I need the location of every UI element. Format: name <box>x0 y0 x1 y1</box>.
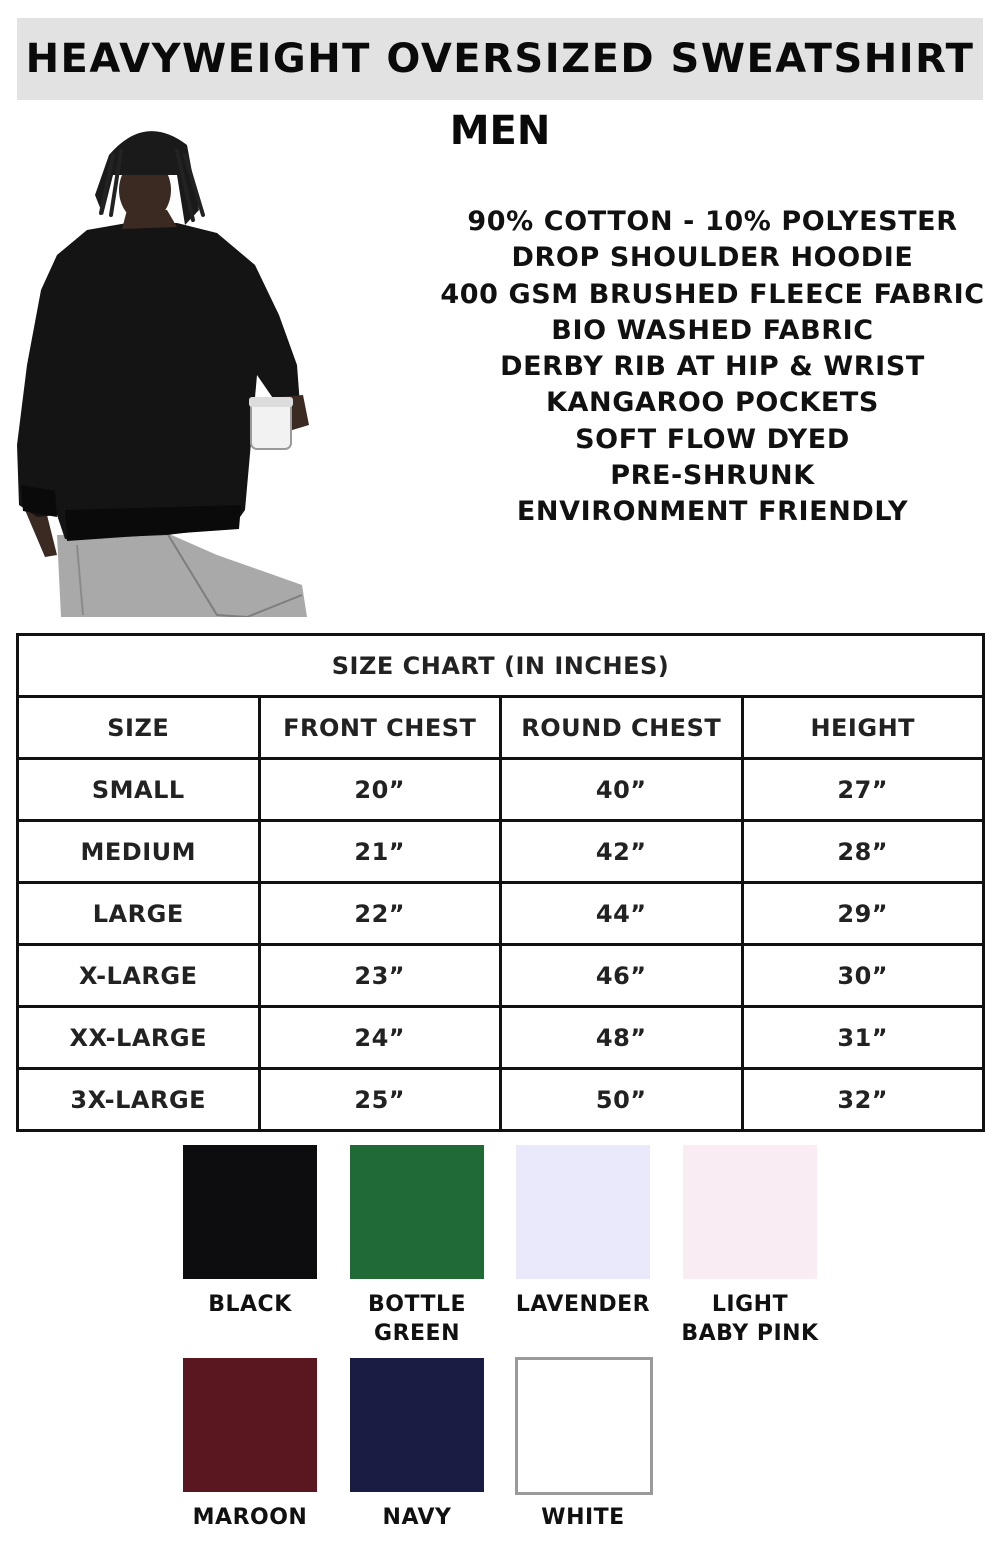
feature-item: DERBY RIB AT HIP & WRIST <box>500 351 925 383</box>
height-cell: 31” <box>742 1007 984 1069</box>
column-header: SIZE <box>18 697 260 759</box>
color-label-light-baby-pink: LIGHT BABY PINK <box>681 1292 819 1346</box>
round-chest-cell: 48” <box>501 1007 743 1069</box>
size-chart-table <box>16 633 985 1132</box>
gender-subtitle: MEN <box>449 108 551 154</box>
feature-item: ENVIRONMENT FRIENDLY <box>516 496 909 528</box>
table-row <box>18 883 984 945</box>
size-chart-caption: SIZE CHART (IN INCHES) <box>18 635 984 697</box>
height-cell: 28” <box>742 821 984 883</box>
height-cell: 30” <box>742 945 984 1007</box>
round-chest-cell: 44” <box>501 883 743 945</box>
size-cell: XX-LARGE <box>18 1007 260 1069</box>
table-row <box>18 945 984 1007</box>
color-swatch-black[interactable] <box>183 1145 317 1279</box>
table-row <box>18 1007 984 1069</box>
round-chest-cell: 46” <box>501 945 743 1007</box>
table-header-row <box>18 697 984 759</box>
size-cell: SMALL <box>18 759 260 821</box>
column-header: ROUND CHEST <box>501 697 743 759</box>
color-label-lavender: LAVENDER <box>515 1292 651 1317</box>
color-label-black: BLACK <box>208 1292 292 1317</box>
height-cell: 32” <box>742 1069 984 1131</box>
color-label-bottle-green: BOTTLE GREEN <box>367 1292 467 1346</box>
height-cell: 27” <box>742 759 984 821</box>
height-cell: 29” <box>742 883 984 945</box>
table-row <box>18 821 984 883</box>
feature-item: 90% COTTON - 10% POLYESTER <box>467 206 958 237</box>
color-swatch-light-baby-pink[interactable] <box>683 1145 817 1279</box>
color-label-white: WHITE <box>541 1505 625 1530</box>
model-photo <box>17 115 309 617</box>
feature-item: 400 GSM BRUSHED FLEECE FABRIC <box>440 278 985 310</box>
table-row <box>18 1069 984 1131</box>
feature-item: SOFT FLOW DYED <box>575 423 850 455</box>
feature-item: BIO WASHED FABRIC <box>551 314 874 346</box>
color-swatch-navy[interactable] <box>350 1358 484 1492</box>
color-swatch-maroon[interactable] <box>183 1358 317 1492</box>
column-header: HEIGHT <box>742 697 984 759</box>
feature-item: KANGAROO POCKETS <box>546 387 879 419</box>
table-row <box>18 759 984 821</box>
feature-list <box>435 204 990 531</box>
size-cell: X-LARGE <box>18 945 260 1007</box>
title-banner <box>17 18 983 100</box>
feature-item: DROP SHOULDER HOODIE <box>511 242 914 274</box>
feature-item: PRE-SHRUNK <box>610 460 815 492</box>
round-chest-cell: 40” <box>501 759 743 821</box>
color-label-navy: NAVY <box>382 1505 452 1530</box>
front-chest-cell: 24” <box>259 1007 501 1069</box>
size-cell: LARGE <box>18 883 260 945</box>
front-chest-cell: 20” <box>259 759 501 821</box>
round-chest-cell: 42” <box>501 821 743 883</box>
size-cell: 3X-LARGE <box>18 1069 260 1131</box>
color-swatch-white[interactable] <box>515 1357 653 1495</box>
page-title: HEAVYWEIGHT OVERSIZED SWEATSHIRT <box>25 36 975 82</box>
front-chest-cell: 25” <box>259 1069 501 1131</box>
round-chest-cell: 50” <box>501 1069 743 1131</box>
color-label-maroon: MAROON <box>192 1505 308 1530</box>
front-chest-cell: 21” <box>259 821 501 883</box>
column-header: FRONT CHEST <box>259 697 501 759</box>
color-swatch-bottle-green[interactable] <box>350 1145 484 1279</box>
size-cell: MEDIUM <box>18 821 260 883</box>
front-chest-cell: 23” <box>259 945 501 1007</box>
table-caption-row <box>18 635 984 697</box>
color-swatch-lavender[interactable] <box>516 1145 650 1279</box>
front-chest-cell: 22” <box>259 883 501 945</box>
